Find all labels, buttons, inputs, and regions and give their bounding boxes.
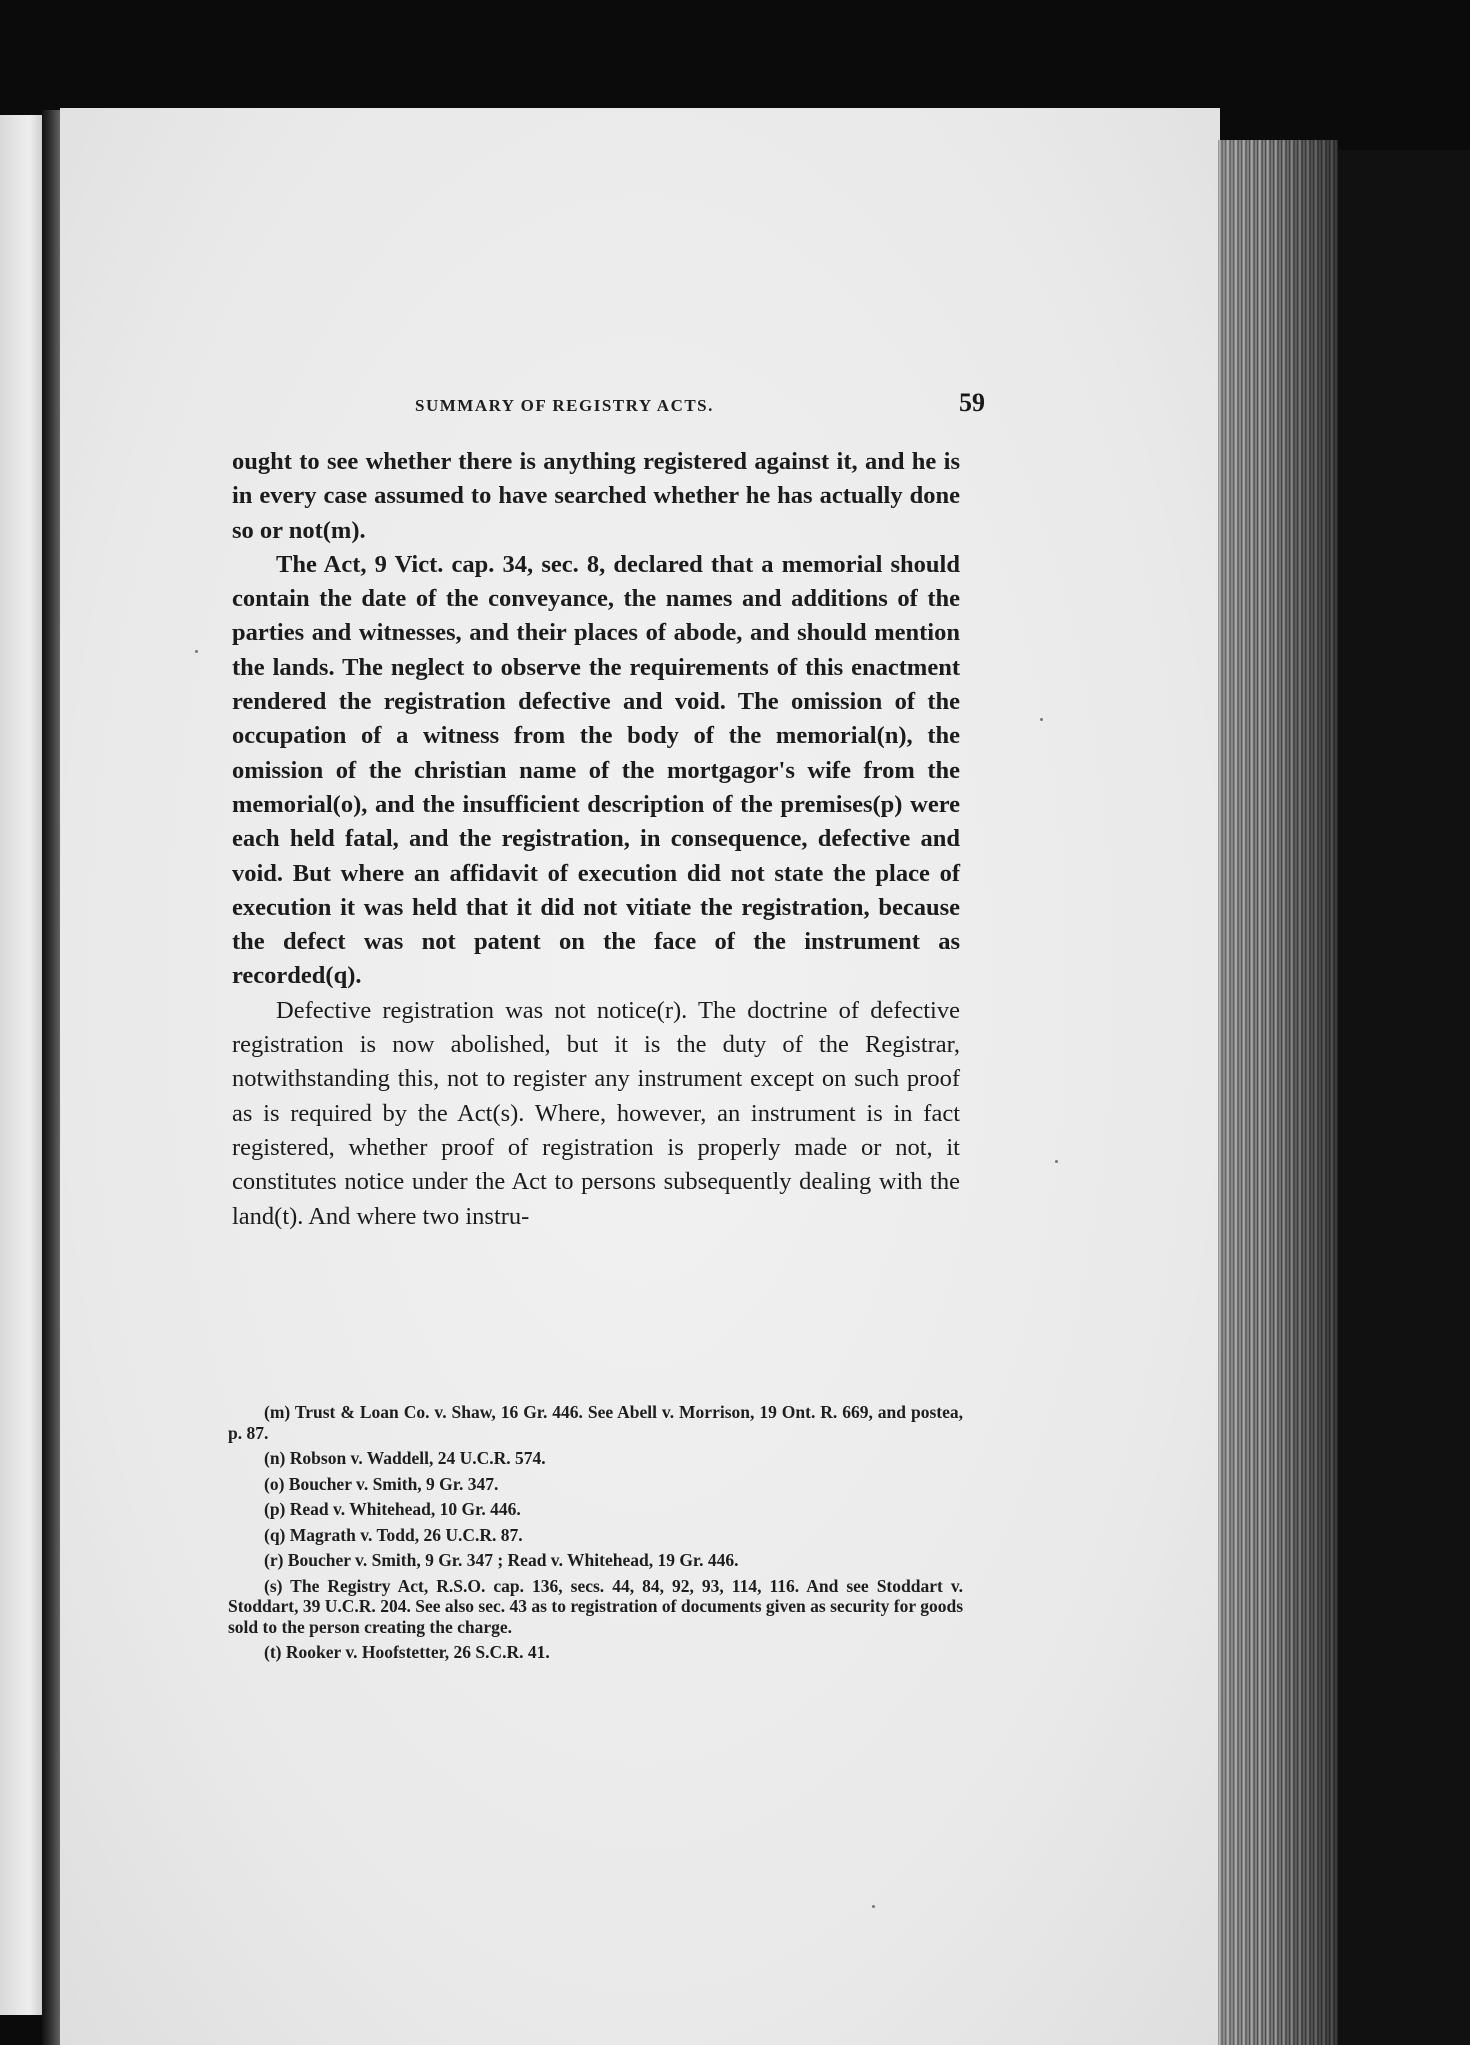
running-title: SUMMARY OF REGISTRY ACTS. [415,396,714,415]
footnotes [228,1402,963,1668]
footnote-o: (o) Boucher v. Smith, 9 Gr. 347. [264,1473,499,1494]
page-header [415,388,985,428]
paper-speck [1055,1160,1058,1163]
page-number: 59 [959,388,985,417]
main-text [232,445,960,1234]
footnote-p: (p) Read v. Whitehead, 10 Gr. 446. [264,1499,521,1519]
book-cover [1338,150,1470,2045]
footnote-t: (t) Rooker v. Hoofstetter, 26 S.C.R. 41. [264,1642,550,1662]
paper-speck [195,650,198,653]
paper-speck [872,1905,875,1908]
footnote-m: (m) Trust & Loan Co. v. Shaw, 16 Gr. 446. See Abell v. Morrison, 19 Ont. R. 669, and postea, p. 87. [228,1402,963,1443]
paragraph-defective-registration: Defective registration was not notice(r). The doctrine of defective registration is now abolished, but it is the duty of the Registrar, notwithstanding this, not to register any instrument except on such proof as is required by the Act(s). Where, however, an instrument is in fact registered, whether proof of registration is properly made or not, it constitutes notice under the Act to persons subsequently dealing with the land(t). And where two instru- [232,996,960,1230]
footnote-s: (s) The Registry Act, R.S.O. cap. 136, secs. 44, 84, 92, 93, 114, 116. And see Stoddart v. Stoddart, 39 U.C.R. 204. See also sec. 43 as to registration of documents given as security for goods sold to the person creating the charge. [228,1575,963,1637]
footnote-q: (q) Magrath v. Todd, 26 U.C.R. 87. [264,1524,523,1545]
paragraph-memorial: The Act, 9 Vict. cap. 34, sec. 8, declared that a memorial should contain the date of the conveyance, the names and additions of the parties and witnesses, and their places of abode, and should mention the lands. The neglect to observe the requirements of this enactment rendered the registration defective and void. The omission of the occupation of a witness from the body of the memorial(n), the omission of the christian name of the mortgagor's wife from the memorial(o), and the insufficient description of the premises(p) were each held fatal, and the registration, in consequence, defective and void. But where an affidavit of execution did not state the place of execution it was held that it did not vitiate the registration, because the defect was not patent on the face of the instrument as recorded(q). [232,550,960,990]
page-stack-edges [1218,140,1338,2045]
paper-speck [1040,718,1043,721]
paragraph-continuation: ought to see whether there is anything registered against it, and he is in every case assumed to have searched whether he has actually done so or not(m). [232,448,960,544]
left-page-edge [0,115,42,2015]
footnote-n: (n) Robson v. Waddell, 24 U.C.R. 574. [264,1448,546,1468]
footnote-r: (r) Boucher v. Smith, 9 Gr. 347 ; Read v. Whitehead, 19 Gr. 446. [264,1550,739,1570]
